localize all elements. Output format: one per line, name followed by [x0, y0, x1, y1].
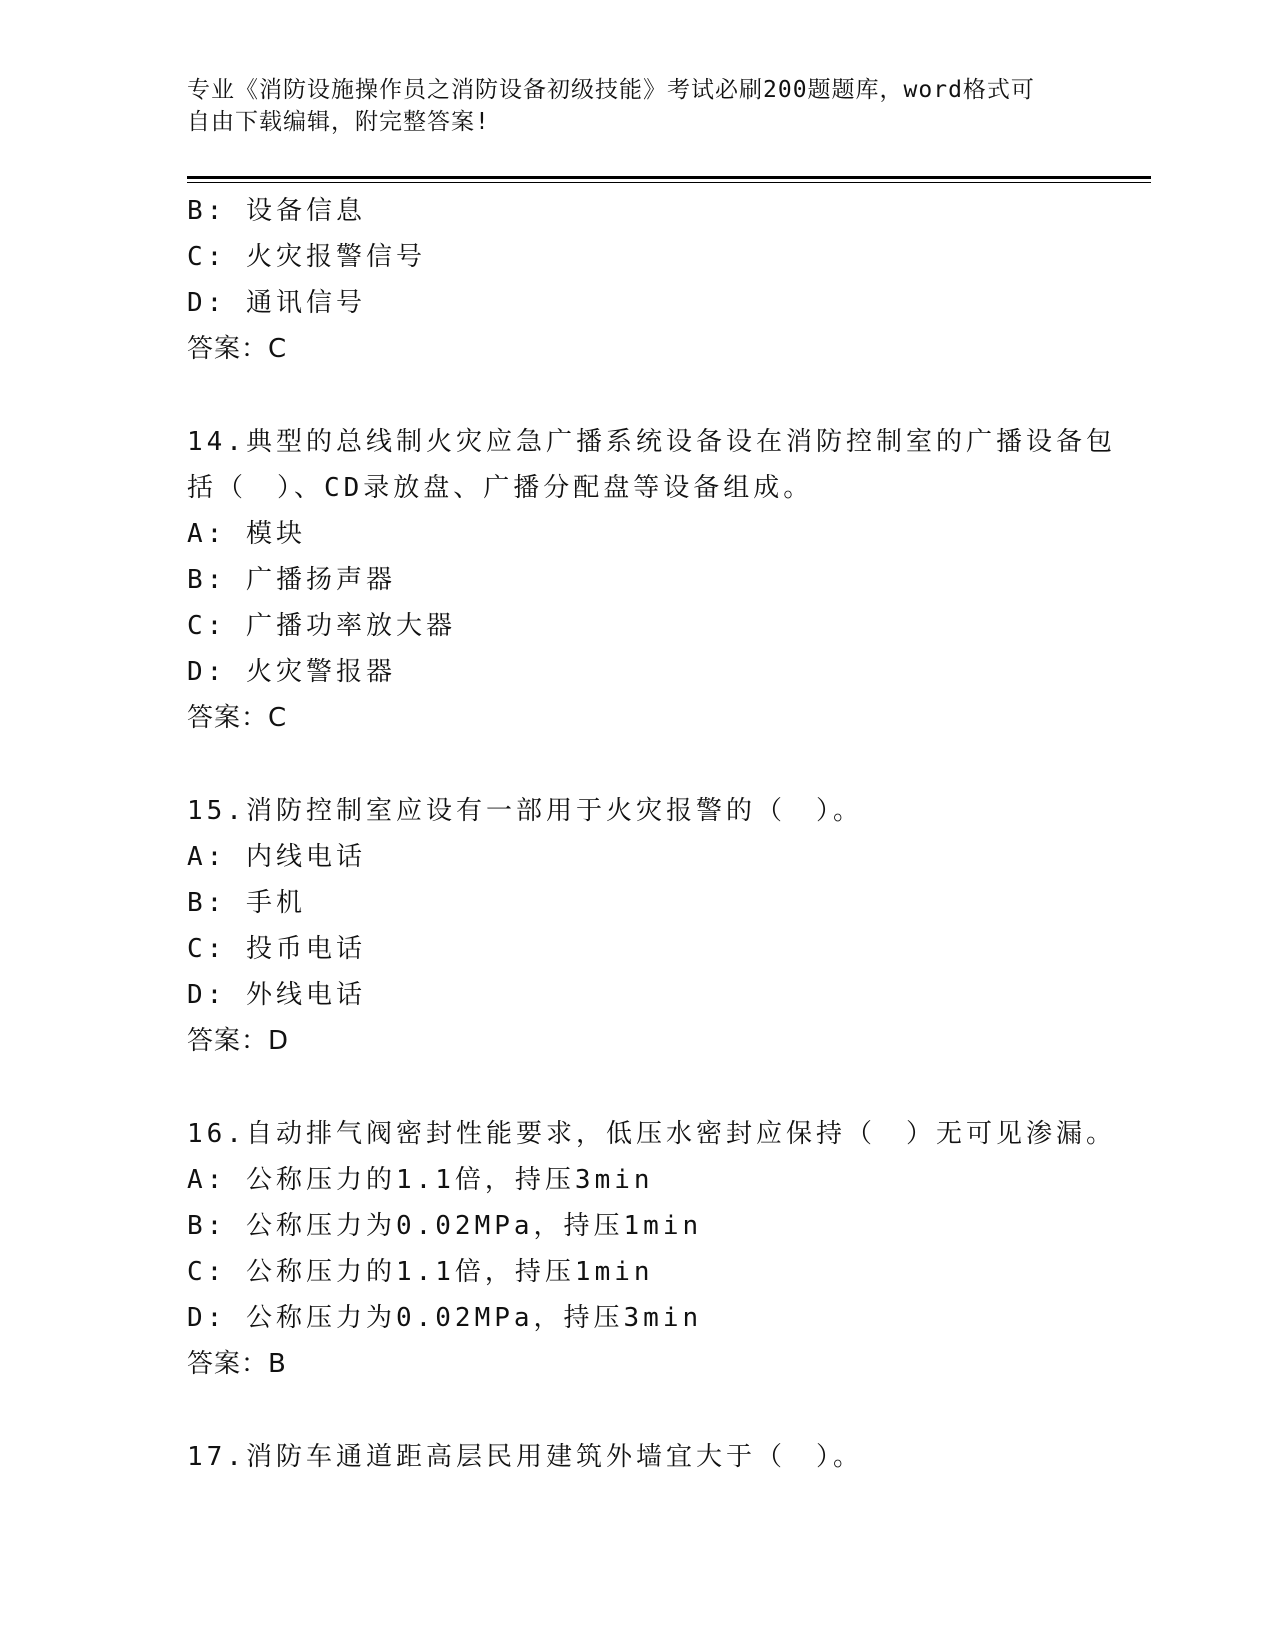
- question-text-line: 括（ ）、CD录放盘、广播分配盘等设备组成。: [187, 473, 814, 503]
- option-a: A: 内线电话: [187, 842, 366, 872]
- header-divider-thin: [187, 182, 1151, 183]
- answer-line: 答案：C: [187, 703, 288, 733]
- option-d: D: 通讯信号: [187, 288, 366, 318]
- option-c: C: 广播功率放大器: [187, 611, 456, 641]
- question-15: [187, 788, 1107, 1064]
- option-b: B: 公称压力为0.02MPa，持压1min: [187, 1211, 703, 1241]
- option-a: A: 公称压力的1.1倍，持压3min: [187, 1165, 654, 1195]
- option-c: C: 公称压力的1.1倍，持压1min: [187, 1257, 654, 1287]
- header-line-1: 专业《消防设施操作员之消防设备初级技能》考试必刷200题题库，word格式可: [187, 77, 1035, 103]
- option-d: D: 公称压力为0.02MPa，持压3min: [187, 1303, 703, 1333]
- question-text-line: 16.自动排气阀密封性能要求，低压水密封应保持（ ）无可见渗漏。: [187, 1119, 1116, 1149]
- answer-line: 答案：D: [187, 1026, 290, 1056]
- option-b: B: 手机: [187, 888, 306, 918]
- question-list: [187, 188, 1116, 1480]
- option-b: B: 设备信息: [187, 196, 366, 226]
- option-d: D: 火灾警报器: [187, 657, 396, 687]
- header-line-2: 自由下载编辑，附完整答案!: [187, 109, 490, 135]
- document-header: [187, 74, 1067, 138]
- question-text-line: 14.典型的总线制火灾应急广播系统设备设在消防控制室的广播设备包: [187, 427, 1116, 457]
- option-a: A: 模块: [187, 519, 306, 549]
- question-13-continuation: [187, 188, 1107, 372]
- header-divider-thick: [187, 176, 1151, 179]
- answer-line: 答案：C: [187, 334, 288, 364]
- option-b: B: 广播扬声器: [187, 565, 396, 595]
- option-c: C: 投币电话: [187, 934, 366, 964]
- option-d: D: 外线电话: [187, 980, 366, 1010]
- question-14: [187, 419, 1116, 741]
- answer-line: 答案：B: [187, 1349, 287, 1379]
- question-text-line: 15.消防控制室应设有一部用于火灾报警的（ ）。: [187, 796, 863, 826]
- question-16: [187, 1111, 1116, 1387]
- option-c: C: 火灾报警信号: [187, 242, 426, 272]
- question-17: [187, 1434, 1107, 1480]
- question-text-line: 17.消防车通道距高层民用建筑外墙宜大于（ ）。: [187, 1442, 863, 1472]
